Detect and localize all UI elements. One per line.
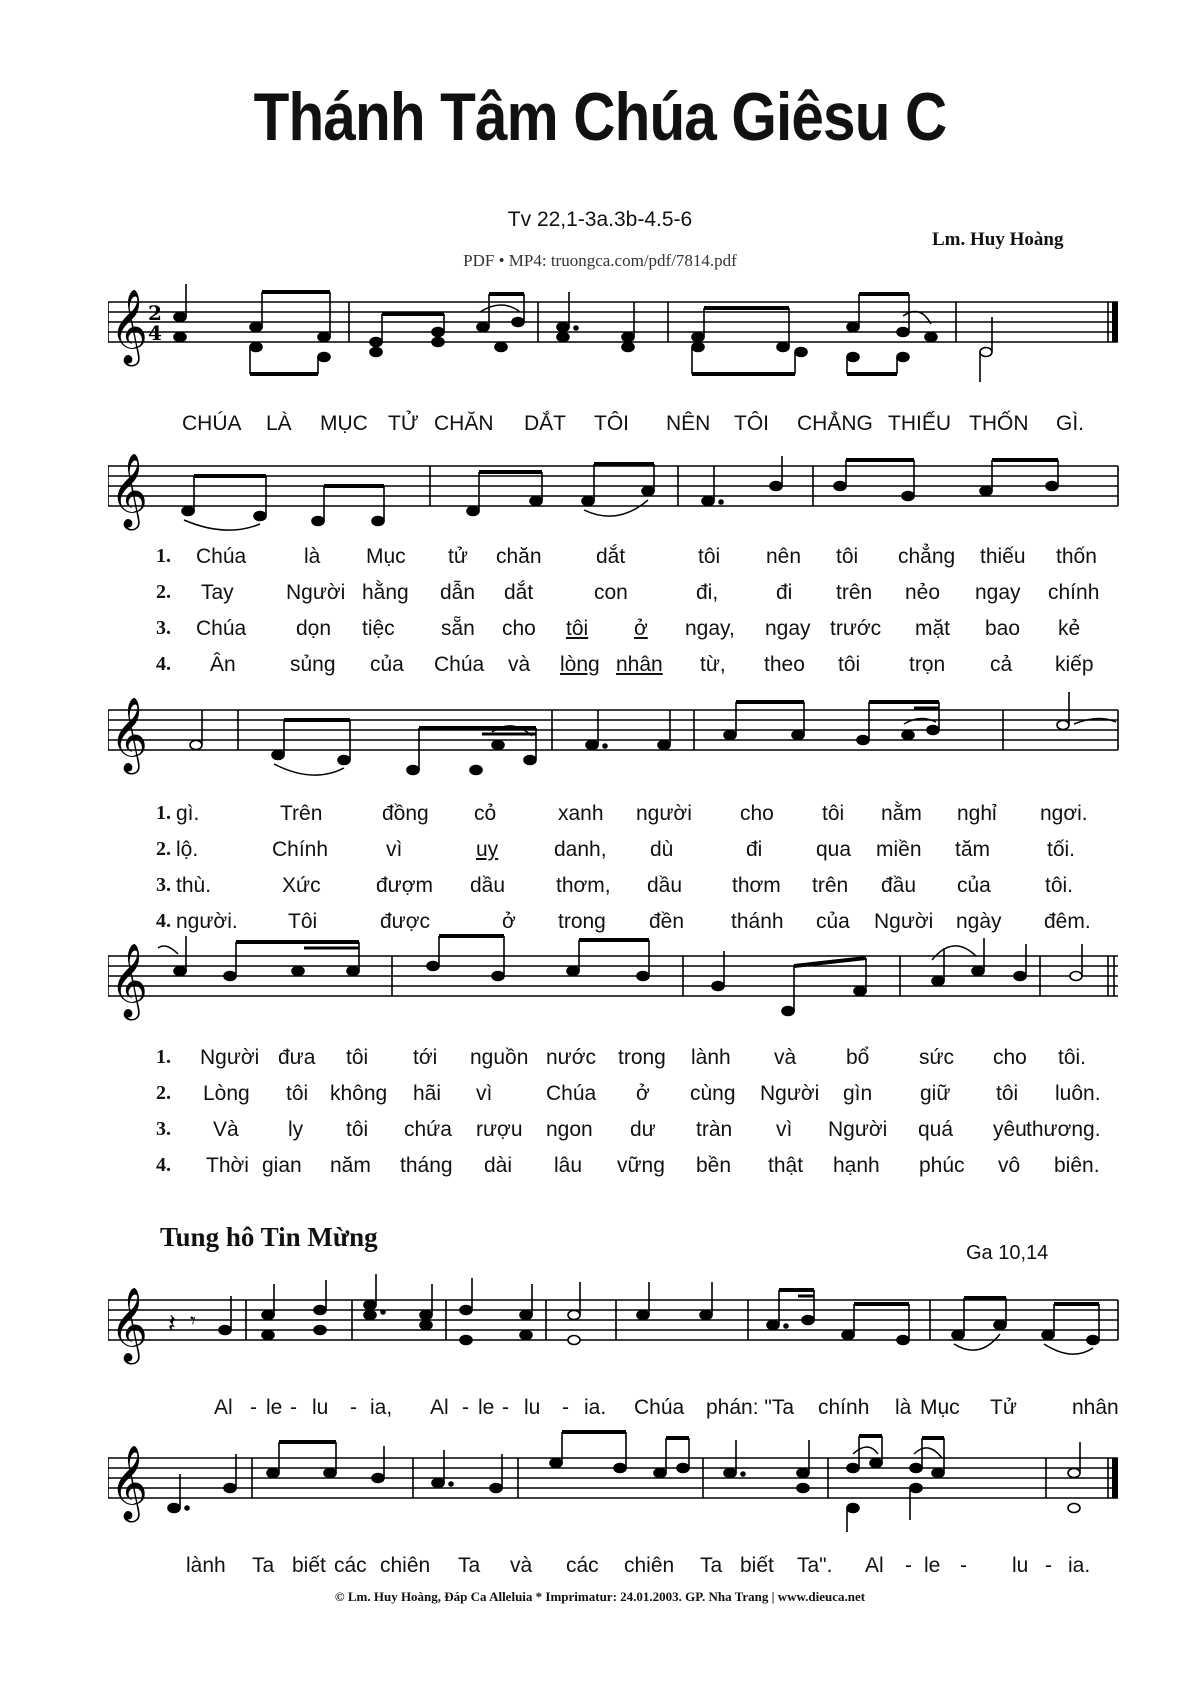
lyric-word: trong (558, 910, 606, 933)
acclamation-lyrics-1 (0, 1396, 1200, 1424)
lyric-word: nước (546, 1046, 597, 1069)
lyric-word: chăn (496, 545, 542, 568)
lyric-word: biết (292, 1554, 326, 1577)
lyric-word: - (960, 1554, 967, 1577)
lyric-word: đêm. (1044, 910, 1091, 933)
lyric-word: tháng (400, 1154, 453, 1177)
lyric-word: tôi (346, 1118, 369, 1141)
verse-number: 2. (156, 581, 171, 603)
lyric-word: sủng (290, 653, 336, 676)
lyric-word: là (304, 545, 321, 568)
lyric-word: lòng (560, 653, 600, 676)
lyric-word: tôi (836, 545, 859, 568)
lyric-word: Ta (252, 1554, 275, 1577)
lyric-word: thù. (176, 874, 212, 897)
lyric-word: năm (330, 1154, 371, 1177)
lyric-word: danh, (554, 838, 607, 861)
lyric-word: lành (691, 1046, 731, 1069)
lyric-word: cho (502, 617, 536, 640)
treble-clef-icon: 𝄞 (110, 944, 148, 1018)
lyric-word: chiên (380, 1554, 431, 1577)
lyric-word: CHÚA (182, 412, 242, 435)
lyric-word: đượm (376, 874, 434, 897)
lyric-word: ngon (546, 1118, 593, 1141)
lyric-word: Mục (920, 1396, 960, 1419)
notes (174, 284, 992, 382)
lyric-word: dư (630, 1118, 656, 1141)
lyric-word: Chúa (546, 1082, 597, 1105)
lyric-word: nhân (1072, 1396, 1119, 1419)
lyric-word: lành (186, 1554, 226, 1577)
lyric-word: gì. (176, 802, 200, 825)
lyric-word: đi (776, 581, 793, 604)
lyric-word: nhân (616, 653, 663, 676)
refrain-lyrics (0, 412, 1200, 440)
lyric-word: lu (312, 1396, 329, 1419)
lyric-word: theo (764, 653, 805, 676)
lyric-word: TỬ (388, 412, 419, 435)
verse-line (0, 1082, 1200, 1110)
lyric-word: tôi. (1045, 874, 1074, 897)
lyric-word: qua (816, 838, 852, 861)
lyric-word: và (510, 1554, 533, 1577)
lyric-word: thơm (732, 874, 781, 897)
lyric-word: trên (812, 874, 849, 897)
lyric-word: các (334, 1554, 367, 1577)
lyric-word: Al (214, 1396, 233, 1419)
verse-line (0, 617, 1200, 645)
lyric-word: Người (200, 1046, 260, 1069)
lyric-word: kiếp (1055, 653, 1094, 676)
acclamation-title: Tung hô Tin Mừng (160, 1222, 378, 1252)
lyric-word: thơm, (556, 874, 611, 897)
lyric-word: người (636, 802, 692, 825)
lyric-word: của (957, 874, 991, 897)
lyric-word: TÔI (594, 412, 629, 435)
lyric-word: sức (919, 1046, 955, 1069)
lyric-word: Chúa (434, 653, 485, 676)
lyric-word: phán: "Ta (706, 1396, 795, 1419)
lyric-word: trọn (909, 653, 946, 676)
lyric-word: Tử (990, 1396, 1017, 1419)
lyric-word: ngay (765, 617, 811, 640)
lyric-word: con (594, 581, 628, 604)
lyric-word: Lòng (203, 1082, 250, 1105)
lyric-word: dẫn (440, 581, 476, 604)
lyric-word: Ta". (797, 1554, 833, 1577)
lyric-word: xanh (558, 802, 604, 825)
lyric-word: CHẲNG (797, 412, 873, 435)
lyric-word: MỤC (320, 412, 368, 435)
lyric-word: mặt (915, 617, 951, 640)
lyric-word: tăm (955, 838, 991, 861)
lyric-word: Chúa (196, 617, 247, 640)
lyric-word: tiệc (362, 617, 395, 640)
lyric-word: Người (286, 581, 346, 604)
treble-clef-icon: 𝄞 (110, 1446, 148, 1520)
lyric-word: Tay (201, 581, 234, 604)
lyric-word: vì (386, 838, 403, 861)
lyric-word: cho (993, 1046, 1027, 1069)
lyric-word: gian (262, 1154, 302, 1177)
lyric-word: tối. (1047, 838, 1076, 861)
lyric-word: trong (618, 1046, 666, 1069)
lyric-word: đền (649, 910, 685, 933)
quarter-rest-icon: 𝄽 (168, 1309, 176, 1339)
lyric-word: uy (476, 838, 499, 861)
lyric-word: GÌ. (1056, 412, 1085, 435)
lyric-word: dắt (596, 545, 626, 568)
lyric-word: thốn (1056, 545, 1097, 568)
psalm-reference: Tv 22,1-3a.3b-4.5-6 (507, 208, 693, 231)
lyric-word: ở (634, 617, 648, 640)
lyric-word: dù (650, 838, 674, 861)
lyric-word: ia. (584, 1396, 607, 1419)
lyric-word: là (895, 1396, 912, 1419)
verse-line (0, 802, 1200, 830)
lyric-word: dài (484, 1154, 513, 1177)
lyric-word: ngay, (685, 617, 735, 640)
lyric-word: và (508, 653, 531, 676)
lyric-word: ia. (1068, 1554, 1091, 1577)
treble-clef-icon: 𝄞 (110, 698, 148, 772)
acclamation-lyrics-2 (0, 1554, 1200, 1582)
lyric-word: Người (874, 910, 934, 933)
lyric-word: - (502, 1396, 509, 1419)
verse-line (0, 874, 1200, 902)
eighth-rest-icon: 𝄾 (190, 1309, 196, 1334)
lyric-word: cùng (690, 1082, 736, 1105)
lyric-word: tràn (696, 1118, 733, 1141)
lyric-word: đi (746, 838, 763, 861)
lyric-word: le (478, 1396, 495, 1419)
lyric-word: - (290, 1396, 297, 1419)
lyric-word: le (266, 1396, 283, 1419)
lyric-word: CHĂN (434, 412, 494, 435)
lyric-word: tôi (996, 1082, 1019, 1105)
lyric-word: tới (413, 1046, 438, 1069)
final-barline (1112, 302, 1118, 342)
lyric-word: nghỉ (957, 802, 997, 825)
lyric-word: - (562, 1396, 569, 1419)
lyric-word: đầu (881, 874, 917, 897)
lyric-word: dọn (296, 617, 332, 640)
lyric-word: đồng (382, 802, 429, 825)
verse-line (0, 1046, 1200, 1074)
lyric-word: Chúa (196, 545, 247, 568)
lyric-word: Và (213, 1118, 239, 1141)
lyric-word: lộ. (176, 838, 199, 861)
verse-number: 3. (156, 1118, 171, 1140)
lyric-word: thánh (731, 910, 784, 933)
lyric-word: yêu (993, 1118, 1027, 1141)
acclamation-staff-2 (108, 1428, 1128, 1538)
lyric-word: Al (865, 1554, 884, 1577)
lyric-word: tôi (346, 1046, 369, 1069)
lyric-word: chứa (404, 1118, 452, 1141)
verse-staff-3 (108, 926, 1128, 1036)
song-title: Thánh Tâm Chúa Giêsu C (253, 79, 947, 155)
lyric-word: Al (430, 1396, 449, 1419)
lyric-word: ngơi. (1040, 802, 1088, 825)
verse-staff-1 (108, 446, 1128, 556)
lyric-word: tôi (566, 617, 589, 640)
verse-staff-2 (108, 688, 1128, 808)
lyric-word: vững (617, 1154, 665, 1177)
lyric-word: bao (985, 617, 1021, 640)
lyric-word: trên (836, 581, 873, 604)
lyric-word: Thời (206, 1154, 249, 1177)
lyric-word: cho (740, 802, 774, 825)
lyric-word: Người (760, 1082, 820, 1105)
lyric-word: vì (476, 1082, 493, 1105)
lyric-word: Người (828, 1118, 888, 1141)
lyric-word: - (905, 1554, 912, 1577)
lyric-word: nẻo (905, 581, 941, 604)
time-signature-top: 2 (148, 301, 162, 325)
lyric-word: bền (696, 1154, 732, 1177)
lyric-word: DẮT (524, 412, 566, 435)
verse-line (0, 1154, 1200, 1182)
verse-number: 1. (156, 545, 171, 567)
lyric-word: THIẾU (888, 412, 951, 435)
verse-line (0, 581, 1200, 609)
refrain-staff (108, 262, 1128, 392)
lyric-word: nằm (881, 802, 922, 825)
lyric-word: Tôi (288, 910, 318, 933)
gospel-reference: Ga 10,14 (966, 1242, 1049, 1264)
lyric-word: - (350, 1396, 357, 1419)
lyric-word: nên (766, 545, 802, 568)
verse-number: 2. (156, 838, 171, 860)
lyric-word: ngay (975, 581, 1021, 604)
lyric-word: dắt (504, 581, 534, 604)
lyric-word: từ, (700, 653, 726, 676)
treble-clef-icon: 𝄞 (110, 1288, 148, 1362)
lyric-word: chính (1048, 581, 1100, 604)
verse-line (0, 545, 1200, 573)
lyric-word: ia, (370, 1396, 393, 1419)
treble-clef-icon: 𝄞 (110, 454, 148, 528)
lyric-word: hạnh (833, 1154, 880, 1177)
lyric-word: sẵn (441, 617, 475, 640)
treble-clef-icon: 𝄞 (110, 290, 148, 364)
verse-line (0, 653, 1200, 681)
lyric-word: gìn (843, 1082, 873, 1105)
lyric-word: chiên (624, 1554, 675, 1577)
lyric-word: - (1045, 1554, 1052, 1577)
verse-number: 4. (156, 1154, 171, 1176)
lyric-word: không (330, 1082, 388, 1105)
lyric-word: Chính (272, 838, 329, 861)
lyric-word: tôi (838, 653, 861, 676)
lyric-word: biên. (1054, 1154, 1100, 1177)
lyric-word: - (250, 1396, 257, 1419)
lyric-word: nguồn (470, 1046, 529, 1069)
lyric-word: lu (524, 1396, 541, 1419)
verse-line (0, 838, 1200, 866)
lyric-word: dầu (470, 874, 506, 897)
lyric-word: đưa (278, 1046, 316, 1069)
lyric-word: rượu (476, 1118, 523, 1141)
lyric-word: chẳng (898, 545, 956, 568)
lyric-word: ngày (956, 910, 1002, 933)
verse-number: 3. (156, 617, 171, 639)
lyric-word: của (816, 910, 850, 933)
lyric-word: thiếu (980, 545, 1026, 568)
lyric-word: và (774, 1046, 797, 1069)
lyric-word: biết (740, 1554, 774, 1577)
pdf-link-note[interactable]: PDF • MP4: truongca.com/pdf/7814.pdf (463, 251, 737, 270)
lyric-word: chính (818, 1396, 870, 1419)
lyric-word: giữ (920, 1082, 951, 1105)
lyric-word: thương. (1026, 1118, 1101, 1141)
lyric-word: Ta (458, 1554, 481, 1577)
composer-name: Lm. Huy Hoàng (932, 229, 1064, 250)
lyric-word: vì (776, 1118, 793, 1141)
verse-number: 1. (156, 1046, 171, 1068)
lyric-word: le (924, 1554, 941, 1577)
lyric-word: dầu (647, 874, 683, 897)
verse-line (0, 1118, 1200, 1146)
lyric-word: trước (830, 617, 882, 640)
lyric-word: lâu (554, 1154, 583, 1177)
lyric-word: đi, (696, 581, 719, 604)
lyric-word: NÊN (666, 412, 711, 435)
lyric-word: cả (990, 653, 1013, 676)
lyric-word: của (370, 653, 404, 676)
lyric-word: thật (768, 1154, 804, 1177)
staff-lines (108, 302, 1118, 342)
lyric-word: Trên (280, 802, 323, 825)
acclamation-staff-1 (108, 1270, 1128, 1380)
lyric-word: Chúa (634, 1396, 685, 1419)
lyric-word: tôi (822, 802, 845, 825)
lyric-word: Ân (210, 653, 236, 676)
verse-number: 4. (156, 910, 171, 932)
lyric-word: Xức (282, 874, 321, 897)
lyric-word: ly (288, 1118, 304, 1141)
lyric-word: luôn. (1055, 1082, 1101, 1105)
lyric-word: quá (918, 1118, 954, 1141)
lyric-word: bổ (846, 1046, 870, 1069)
verse-number: 4. (156, 653, 171, 675)
verse-number: 3. (156, 874, 171, 896)
lyric-word: vô (998, 1154, 1021, 1177)
verse-number: 2. (156, 1082, 171, 1104)
lyric-word: người. (176, 910, 238, 933)
lyric-word: hãi (413, 1082, 442, 1105)
lyric-word: ở (502, 910, 516, 933)
lyric-word: Ta (700, 1554, 723, 1577)
lyric-word: cỏ (474, 802, 497, 825)
final-barline (1112, 1458, 1118, 1498)
verse-number: 1. (156, 802, 171, 824)
lyric-word: tôi (698, 545, 721, 568)
lyric-word: hằng (362, 581, 409, 604)
lyric-word: tử (448, 545, 468, 568)
lyric-word: tôi (286, 1082, 309, 1105)
lyric-word: TÔI (734, 412, 769, 435)
lyric-word: kẻ (1058, 617, 1081, 640)
lyric-word: lu (1012, 1554, 1029, 1577)
lyric-word: tôi. (1058, 1046, 1087, 1069)
lyric-word: miền (876, 838, 922, 861)
lyric-word: các (566, 1554, 599, 1577)
lyric-word: Mục (366, 545, 406, 568)
lyric-word: - (462, 1396, 469, 1419)
lyric-word: ở (636, 1082, 650, 1105)
lyric-word: được (380, 910, 431, 933)
copyright-footer: © Lm. Huy Hoàng, Đáp Ca Alleluia * Imprimatur: 24.01.2003. GP. Nha Trang | www.dieuca.net (334, 1589, 866, 1604)
lyric-word: phúc (919, 1154, 965, 1177)
lyric-word: THỐN (969, 412, 1029, 435)
time-signature-bottom: 4 (148, 321, 162, 345)
lyric-word: LÀ (266, 412, 292, 435)
